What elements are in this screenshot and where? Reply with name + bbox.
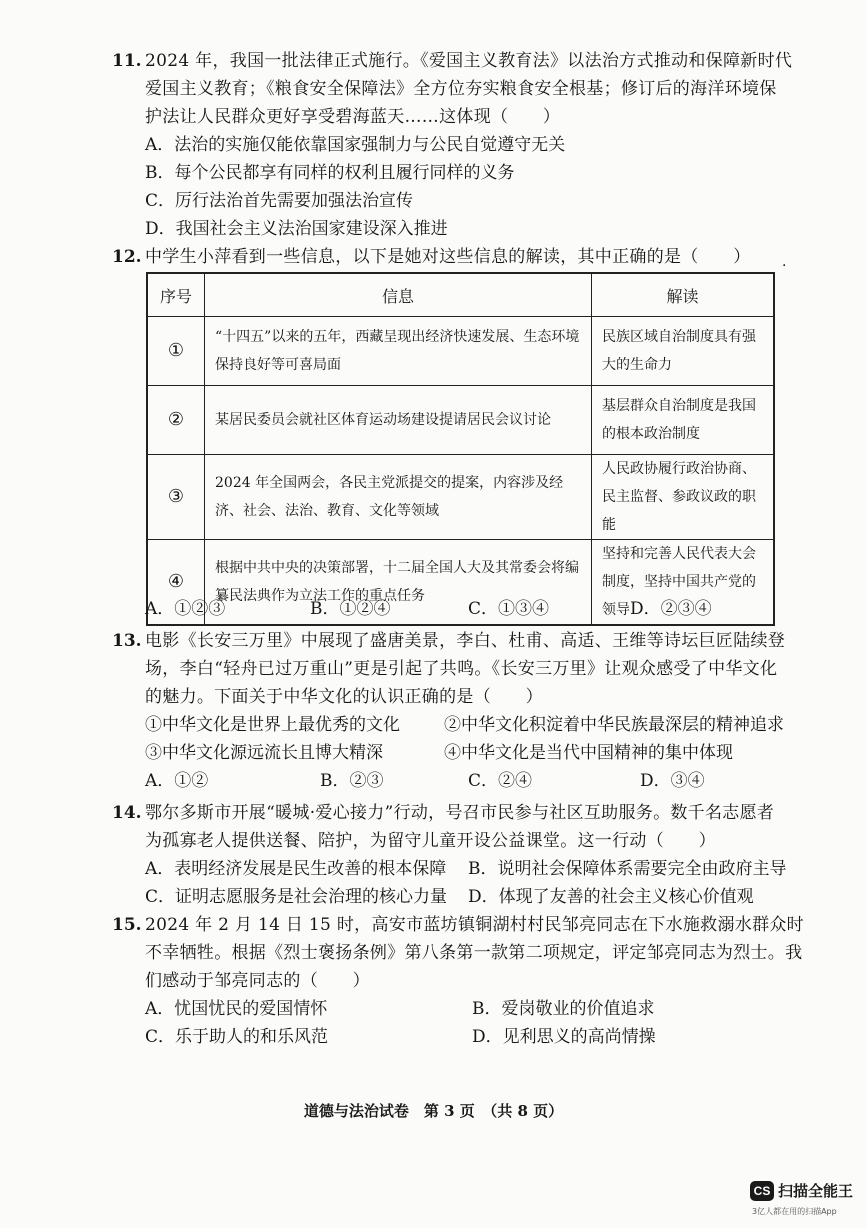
camscanner-logo bbox=[750, 1180, 853, 1201]
row-info: 某居民委员会就社区体育运动场建设提请居民会议讨论 bbox=[205, 386, 592, 455]
row-number: ② bbox=[147, 386, 205, 455]
question-13-option-b: B．②③ bbox=[320, 771, 384, 791]
table-header-row bbox=[147, 273, 774, 317]
question-13-statement-2: ②中华文化积淀着中华民族最深层的精神追求 bbox=[444, 715, 784, 735]
question-11-line: 2024 年，我国一批法律正式施行。《爱国主义教育法》以法治方式推动和保障新时代 bbox=[145, 51, 793, 71]
row-reading: 坚持和完善人民代表大会制度，坚持中国共产党的领导 bbox=[592, 540, 775, 626]
question-11-line: 爱国主义教育；《粮食安全保障法》全方位夯实粮食安全根基；修订后的海洋环境保 bbox=[145, 79, 777, 99]
row-number: ③ bbox=[147, 455, 205, 540]
question-11-option-b: B．每个公民都享有同样的权利且履行同样的义务 bbox=[145, 163, 515, 183]
question-13-statement-4: ④中华文化是当代中国精神的集中体现 bbox=[444, 743, 733, 763]
question-15-option-a: A．忧国忧民的爱国情怀 bbox=[145, 999, 328, 1019]
table-row bbox=[147, 455, 774, 540]
row-reading: 民族区域自治制度具有强大的生命力 bbox=[592, 317, 775, 386]
question-14-option-c: C．证明志愿服务是社会治理的核心力量 bbox=[145, 887, 448, 907]
question-15-number: 15. bbox=[112, 915, 142, 935]
question-13-option-d: D．③④ bbox=[640, 771, 705, 791]
table-header-read: 解读 bbox=[592, 273, 775, 317]
question-11-option-c: C．厉行法治首先需要加强法治宣传 bbox=[145, 191, 414, 211]
row-number: ④ bbox=[147, 540, 205, 626]
row-info: 2024 年全国两会，各民主党派提交的提案，内容涉及经济、社会、法治、教育、文化等领域 bbox=[205, 455, 592, 540]
info-table bbox=[146, 272, 775, 626]
question-11-number: 11. bbox=[112, 51, 142, 71]
row-number: ① bbox=[147, 317, 205, 386]
question-14-option-d: D．体现了友善的社会主义核心价值观 bbox=[468, 887, 754, 907]
camscanner-tagline: 3亿人都在用的扫描App bbox=[752, 1207, 837, 1216]
question-13-number: 13. bbox=[112, 631, 142, 651]
question-14-line: 鄂尔多斯市开展“暖城·爱心接力”行动，号召市民参与社区互助服务。数千名志愿者 bbox=[145, 803, 775, 823]
row-reading: 人民政协履行政治协商、民主监督、参政议政的职能 bbox=[592, 455, 775, 540]
question-13-statement-1: ①中华文化是世界上最优秀的文化 bbox=[145, 715, 400, 735]
camscanner-name: 扫描全能王 bbox=[778, 1182, 854, 1200]
question-14-option-b: B．说明社会保障体系需要完全由政府主导 bbox=[468, 859, 787, 879]
question-15-line: 们感动于邹亮同志的（ ） bbox=[145, 971, 370, 991]
question-12-option-d: D．②③④ bbox=[630, 599, 712, 619]
camscanner-badge-icon: CS bbox=[750, 1181, 774, 1201]
question-15-option-c: C．乐于助人的和乐风范 bbox=[145, 1027, 329, 1047]
question-15-line: 不幸牺牲。根据《烈士褒扬条例》第八条第一款第二项规定，评定邹亮同志为烈士。我 bbox=[145, 943, 803, 963]
question-14-option-a: A．表明经济发展是民生改善的根本保障 bbox=[145, 859, 447, 879]
row-info: 根据中共中央的决策部署，十二届全国人大及其常委会将编纂民法典作为立法工作的重点任务 bbox=[205, 540, 592, 626]
question-14-number: 14. bbox=[112, 803, 142, 823]
question-12-option-b: B．①②④ bbox=[310, 599, 391, 619]
question-15-option-b: B．爱岗敬业的价值追求 bbox=[472, 999, 655, 1019]
table-header-no: 序号 bbox=[147, 273, 205, 317]
question-12-option-a: A．①②③ bbox=[145, 599, 226, 619]
table-row bbox=[147, 317, 774, 386]
question-11-option-d: D．我国社会主义法治国家建设深入推进 bbox=[145, 219, 448, 239]
table-header-info: 信息 bbox=[205, 273, 592, 317]
question-13-line: 的魅力。下面关于中华文化的认识正确的是（ ） bbox=[145, 687, 543, 707]
question-15-line: 2024 年 2 月 14 日 15 时，高安市蓝坊镇铜湖村村民邹亮同志在下水施救溺水群众时 bbox=[145, 915, 804, 935]
question-12-option-c: C．①③④ bbox=[468, 599, 550, 619]
question-11-option-a: A．法治的实施仅能依靠国家强制力与公民自觉遵守无关 bbox=[145, 135, 566, 155]
question-13-line: 电影《长安三万里》中展现了盛唐美景，李白、杜甫、高适、王维等诗坛巨匠陆续登 bbox=[145, 631, 786, 651]
question-13-line: 场，李白“轻舟已过万重山”更是引起了共鸣。《长安三万里》让观众感受了中华文化 bbox=[145, 659, 778, 679]
question-13-option-a: A．①② bbox=[145, 771, 209, 791]
question-14-line: 为孤寡老人提供送餐、陪护，为留守儿童开设公益课堂。这一行动（ ） bbox=[145, 831, 716, 851]
question-13-option-c: C．②④ bbox=[468, 771, 533, 791]
row-info: “十四五”以来的五年，西藏呈现出经济快速发展、生态环境保持良好等可喜局面 bbox=[205, 317, 592, 386]
question-12-number: 12. bbox=[112, 247, 142, 267]
scan-dot: · bbox=[782, 258, 787, 274]
question-13-statement-3: ③中华文化源远流长且博大精深 bbox=[145, 743, 383, 763]
question-12-stem: 中学生小萍看到一些信息，以下是她对这些信息的解读，其中正确的是（ ） bbox=[145, 247, 751, 267]
row-reading: 基层群众自治制度是我国的根本政治制度 bbox=[592, 386, 775, 455]
table-row bbox=[147, 386, 774, 455]
question-11-line: 护法让人民群众更好享受碧海蓝天……这体现（ ） bbox=[145, 107, 561, 127]
question-15-option-d: D．见利思义的高尚情操 bbox=[472, 1027, 656, 1047]
page-footer: 道德与法治试卷 第 3 页 （共 8 页） bbox=[303, 1102, 564, 1120]
